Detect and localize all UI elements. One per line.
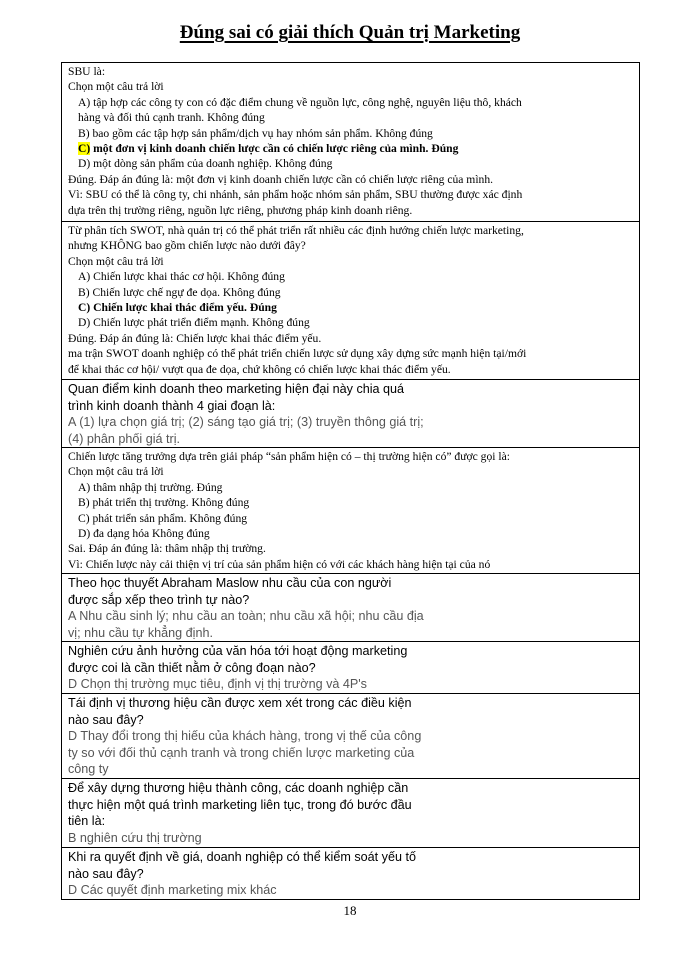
question-stem: Quan điểm kinh doanh theo marketing hiện đại này chia quá <box>68 382 405 396</box>
answer-text: D Chọn thị trường mục tiêu, định vị thị trường và 4P's <box>68 677 367 692</box>
explanation-line: Đúng. Đáp án đúng là: Chiến lược khai thác điểm yếu. <box>68 331 322 345</box>
answer-text: B nghiên cứu thị trường <box>68 830 202 845</box>
option-d: D) Chiến lược phát triển điểm mạnh. Không đúng <box>78 316 310 330</box>
explanation-line: Vì: SBU có thể là công ty, chi nhánh, sản phẩm hoặc nhóm sản phẩm, SBU thường được xác định <box>68 188 523 202</box>
option-d: D) đa dạng hóa Không đúng <box>78 527 210 541</box>
option-a: A) thâm nhập thị trường. Đúng <box>78 480 223 494</box>
answer-prompt: Chọn một câu trả lời <box>68 254 164 268</box>
question-block-growth-strategy <box>62 447 639 573</box>
page-number: 18 <box>343 903 357 918</box>
option-a-continued: hàng và đối thủ cạnh tranh. Không đúng <box>78 111 265 125</box>
option-c-correct: C) một đơn vị kinh doanh chiến lược cần có chiến lược riêng của mình. Đúng <box>78 142 459 156</box>
question-block-sbu <box>62 63 639 221</box>
answer-text: A Nhu cầu sinh lý; nhu cầu an toàn; nhu cầu xã hội; nhu cầu địa <box>68 609 424 624</box>
question-stem: Nghiên cứu ảnh hưởng của văn hóa tới hoạt động marketing <box>68 644 408 658</box>
question-stem: Chiến lược tăng trưởng dựa trên giải pháp “sản phẩm hiện có – thị trường hiện có” được gọi là: <box>68 450 510 463</box>
question-block-repositioning <box>62 693 639 778</box>
question-stem-continued: trình kinh doanh thành 4 giai đoạn là: <box>68 398 276 413</box>
question-stem: SBU là: <box>68 65 106 78</box>
option-b: B) bao gồm các tập hợp sản phẩm/dịch vụ hay nhóm sản phẩm. Không đúng <box>78 126 433 140</box>
page-title: Đúng sai có giải thích Quản trị Marketing <box>179 22 521 43</box>
explanation-line: ma trận SWOT doanh nghiệp có thể phát triển chiến lược sử dụng xây dựng sức mạnh hiện tại/mới <box>68 347 527 361</box>
question-stem-continued: nào sau đây? <box>68 866 144 881</box>
question-stem: Khi ra quyết định về giá, doanh nghiệp có thể kiểm soát yếu tố <box>68 850 416 864</box>
option-b: B) phát triển thị trường. Không đúng <box>78 496 250 510</box>
question-block-swot <box>62 221 639 379</box>
option-b: B) Chiến lược chế ngự đe dọa. Không đúng <box>78 285 281 299</box>
option-c-correct: C) Chiến lược khai thác điểm yếu. Đúng <box>78 301 277 315</box>
question-stem-continued: thực hiện một quá trình marketing liên tục, trong đó bước đầu <box>68 797 412 812</box>
option-d: D) một dòng sản phẩm của doanh nghiệp. Không đúng <box>78 157 333 171</box>
answer-text-continued: ty so với đối thủ cạnh tranh và trong chiến lược marketing của <box>68 745 415 760</box>
answer-text: D Thay đổi trong thị hiếu của khách hàng, trong vị thế của công <box>68 729 422 744</box>
answer-text-continued: công ty <box>68 762 109 777</box>
question-stem-continued: được sắp xếp theo trình tự nào? <box>68 592 250 607</box>
answer-prompt: Chọn một câu trả lời <box>68 80 164 94</box>
question-block-brand-building <box>62 778 639 847</box>
explanation-line: Sai. Đáp án đúng là: thâm nhập thị trường. <box>68 542 266 556</box>
option-c: C) phát triển sản phẩm. Không đúng <box>78 511 248 525</box>
answer-text-continued: vị; nhu cầu tự khẳng định. <box>68 625 213 640</box>
question-stem-continued: tiên là: <box>68 814 106 829</box>
question-stem: Từ phân tích SWOT, nhà quản trị có thể phát triển rất nhiều các định hướng chiến lược marketing, <box>68 224 524 237</box>
option-a: A) Chiến lược khai thác cơ hội. Không đúng <box>78 270 285 284</box>
question-block-marketing-stages <box>62 379 639 447</box>
explanation-line: Đúng. Đáp án đúng là: một đơn vị kinh doanh chiến lược cần có chiến lược riêng của mình. <box>68 172 494 186</box>
question-stem-continued: nhưng KHÔNG bao gồm chiến lược nào dưới đây? <box>68 239 306 253</box>
answer-prompt: Chọn một câu trả lời <box>68 465 164 479</box>
answer-text-continued: (4) phân phối giá trị. <box>68 431 181 446</box>
explanation-line: Vì: Chiến lược này cải thiện vị trí của sản phẩm hiện có với các khách hàng hiện tại của nó <box>68 557 491 571</box>
question-block-pricing <box>62 847 639 899</box>
answer-text: D Các quyết định marketing mix khác <box>68 883 277 898</box>
question-stem-continued: nào sau đây? <box>68 712 144 727</box>
question-stem-continued: được coi là cần thiết nằm ở công đoạn nào? <box>68 660 316 675</box>
question-stem: Để xây dựng thương hiệu thành công, các doanh nghiệp cần <box>68 781 409 795</box>
option-a: A) tập hợp các công ty con có đặc điểm chung về nguồn lực, công nghệ, nguyên liệu thô, khách <box>78 95 522 109</box>
explanation-line: để khai thác cơ hội/ vượt qua đe dọa, chứ không có chiến lược khai thác điểm yếu. <box>68 362 451 376</box>
question-block-maslow <box>62 573 639 641</box>
question-block-culture <box>62 641 639 693</box>
question-stem: Theo học thuyết Abraham Maslow nhu cầu của con người <box>68 576 392 590</box>
explanation-line: dựa trên thị trường riêng, nguồn lực riêng, phương pháp kinh doanh riêng. <box>68 203 413 217</box>
answer-text: A (1) lựa chọn giá trị; (2) sáng tạo giá trị; (3) truyền thông giá trị; <box>68 415 424 430</box>
question-table <box>61 62 640 900</box>
highlighted-letter: C) <box>78 142 91 156</box>
question-stem: Tái định vị thương hiệu cần được xem xét trong các điều kiện <box>68 696 412 710</box>
